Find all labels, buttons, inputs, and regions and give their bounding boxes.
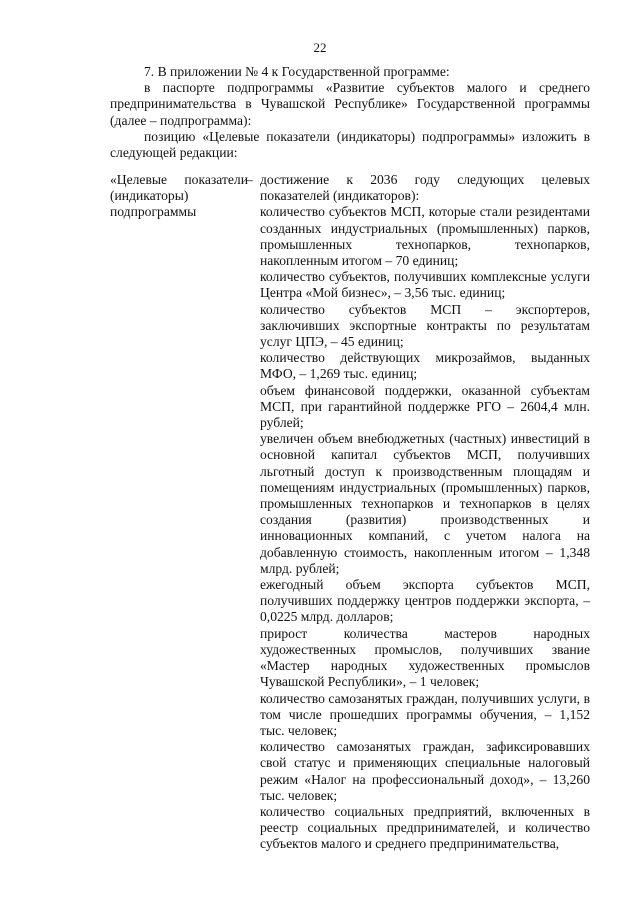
intro-paragraph-2: в паспорте подпрограммы «Развитие субъектов малого и среднего предпринимательства в Чувашской Республике» Государственной программы (далее – подпрограмма):: [110, 80, 590, 128]
label-dash: –: [246, 172, 253, 187]
indicator-item: количество субъектов МСП, которые стали резидентами созданных индустриальных (промышленных) парков, промышленных технопарков, технопарков, накопленным итогом – 70 единиц;: [260, 204, 590, 269]
indicator-item: достижение к 2036 году следующих целевых показателей (индикаторов):: [260, 172, 590, 204]
intro-section: [110, 64, 590, 161]
page-number: 22: [313, 40, 327, 55]
indicator-item: ежегодный объем экспорта субъектов МСП, получивших поддержку центров поддержки экспорта, – 0,0225 млрд. долларов;: [260, 577, 590, 625]
indicator-item: количество социальных предприятий, включенных в реестр социальных предпринимателей, и количество субъектов малого и среднего предпринимательства,: [260, 803, 590, 852]
indicator-item: количество самозанятых граждан, зафиксировавших свой статус и применяющих специальные налоговый режим «Налог на профессиональный доход», – 13,260 тыс. человек;: [260, 739, 590, 803]
indicator-item: количество самозанятых граждан, получивших услуги, в том числе прошедших программы обучения, – 1,152 тыс. человек;: [260, 690, 590, 738]
indicator-item: количество субъектов МСП – экспортеров, заключивших экспортные контракты по результатам услуг ЦПЭ, – 45 единиц;: [260, 301, 590, 350]
intro-paragraph-3: позицию «Целевые показатели (индикаторы) подпрограммы» изложить в следующей редакции:: [110, 128, 590, 161]
indicator-item: прирост количества мастеров народных художественных промыслов, получивших звание «Мастер народных художественных промыслов Чувашской Республики», – 1 человек;: [260, 625, 590, 690]
indicator-item: объем финансовой поддержки, оказанной субъектам МСП, при гарантийной поддержке РГО – 2604,4 млн. рублей;: [260, 382, 590, 431]
indicator-item: количество действующих микрозаймов, выданных МФО, – 1,269 тыс. единиц;: [260, 350, 590, 382]
indicator-label-cell: «Целевые показатели (индикаторы) подпрограммы: [110, 172, 248, 220]
intro-paragraph-1: 7. В приложении № 4 к Государственной программе:: [144, 64, 450, 79]
indicator-item: количество субъектов, получивших комплексные услуги Центра «Мой бизнес», – 3,56 тыс. единиц;: [260, 269, 590, 301]
indicator-list: [260, 172, 590, 853]
indicator-item: увеличен объем внебюджетных (частных) инвестиций в основной капитал субъектов МСП, получивших льготный доступ к производственным площадям и помещениям индустриальных (промышленных) парков, промышленных технопарков и технопарков в целях создания (развития) производственных и инновационных компаний, с учетом налога на добавленную стоимость, накопленным итогом – 1,348 млрд. рублей;: [260, 431, 590, 576]
